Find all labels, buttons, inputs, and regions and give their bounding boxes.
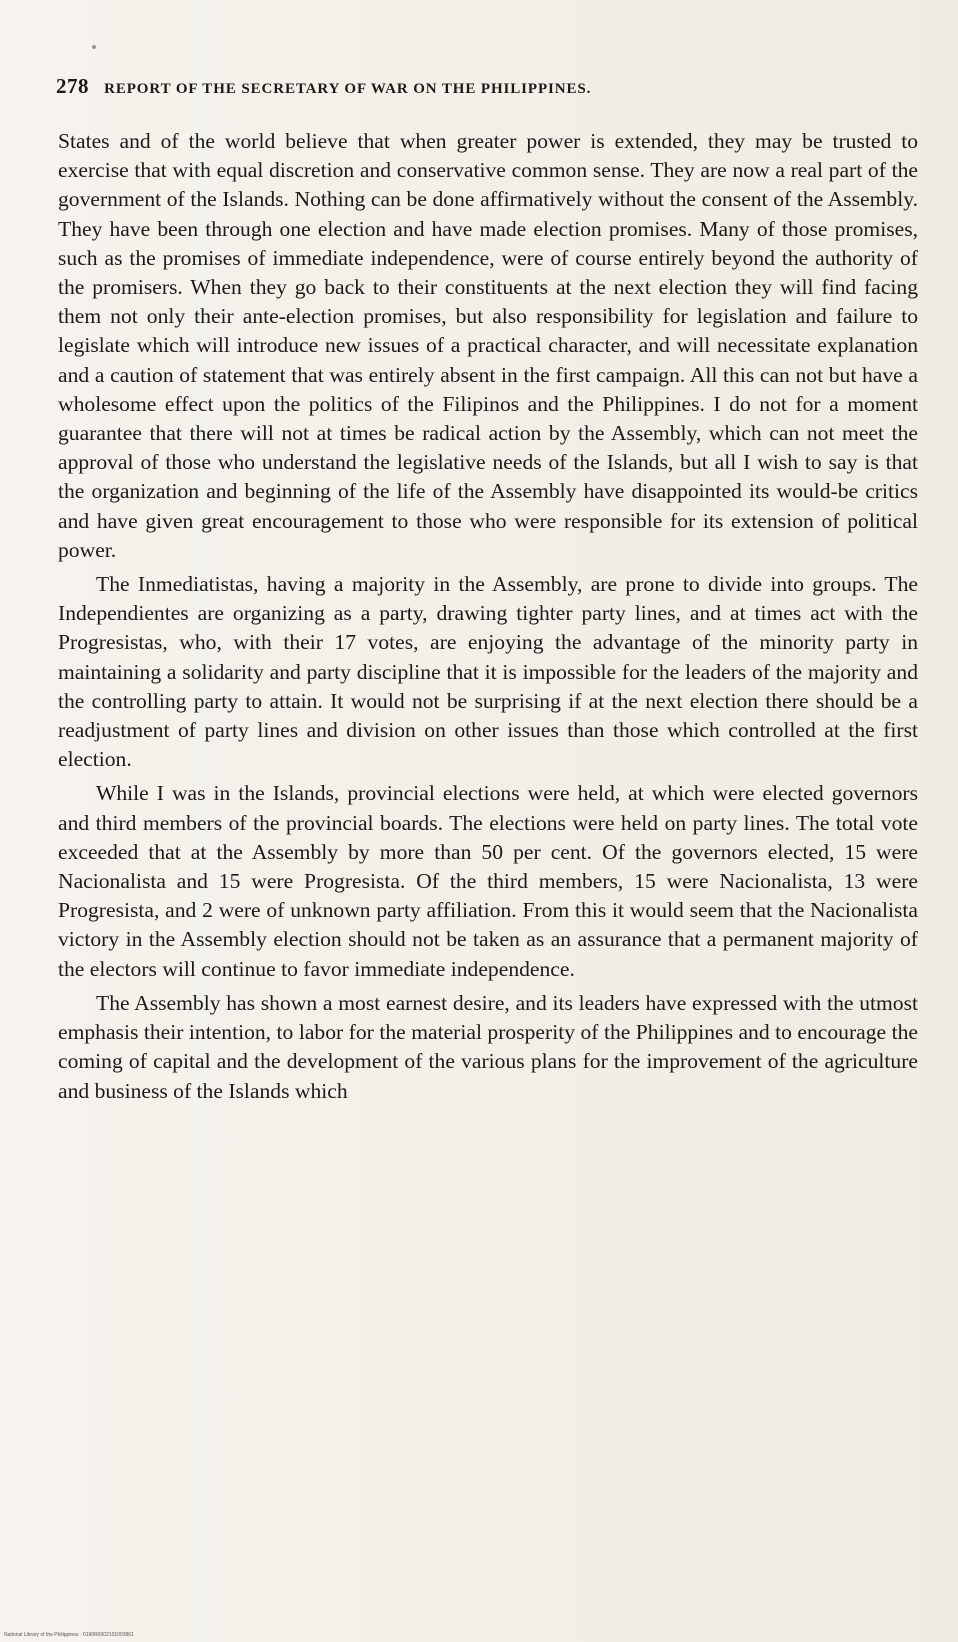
paragraph: The Assembly has shown a most earnest desire, and its leaders have expressed with the utmost emphasis their intention, to labor for the material prosperity of the Philippines and to encourage the coming of capital and the development of the various plans for the improvement of the agriculture and business of the Islands which — [58, 990, 918, 1103]
scan-credit: National Library of the Philippines · 0190R0002101003861 — [4, 1632, 134, 1638]
paragraph-continued: States and of the world believe that when greater power is extended, they may be trusted to exercise that with equal discretion and conservative common sense. They are now a real part of the government of the Islands. Nothing can be done affirmatively without the consent of the Assembly. They have been through one election and have made election promises. Many of those promises, such as the promises of immediate independence, were of course entirely beyond the authority of the promisers. When they go back to their constituents at the next election they will find facing them not only their ante-election promises, but also responsibility for legislation and failure to legislate which will introduce new issues of a practical character, and will necessitate explanation and a caution of statement that was entirely absent in the first campaign. All this can not but have a wholesome effect upon the politics of the Filipinos and the Philippines. I do not for a moment guarantee that there will not at times be radical action by the Assembly, which can not meet the approval of those who understand the legislative needs of the Islands, but all I wish to say is that the organization and beginning of the life of the Assembly have disappointed its would-be critics and have given great encouragement to those who were responsible for its extension of political power. — [58, 129, 918, 562]
paragraph: The Inmediatistas, having a majority in the Assembly, are prone to divide into groups. The Independientes are organizing as a party, drawing tighter party lines, and at times act with the Progresistas, who, with their 17 votes, are enjoying the advantage of the minority party in maintaining a solidarity and party discipline that it is impossible for the leaders of the majority and the controlling party to attain. It would not be surprising if at the next election there should be a readjustment of party lines and division on other issues than those which controlled at the first election. — [58, 572, 918, 772]
body-text — [58, 127, 918, 1106]
scan-speck — [92, 45, 96, 49]
paragraph: While I was in the Islands, provincial elections were held, at which were elected governors and third members of the provincial boards. The elections were held on party lines. The total vote exceeded that at the Assembly by more than 50 per cent. Of the governors elected, 15 were Nacionalista and 15 were Progresista. Of the third members, 15 were Nacionalista, 13 were Progresista, and 2 were of unknown party affiliation. From this it would seem that the Nacionalista victory in the Assembly election should not be taken as an assurance that a permanent majority of the electors will continue to favor immediate independence. — [58, 781, 918, 981]
page-header — [56, 74, 916, 104]
running-head: REPORT OF THE SECRETARY OF WAR ON THE PHILIPPINES. — [104, 81, 592, 97]
page-number: 278 — [56, 74, 89, 98]
